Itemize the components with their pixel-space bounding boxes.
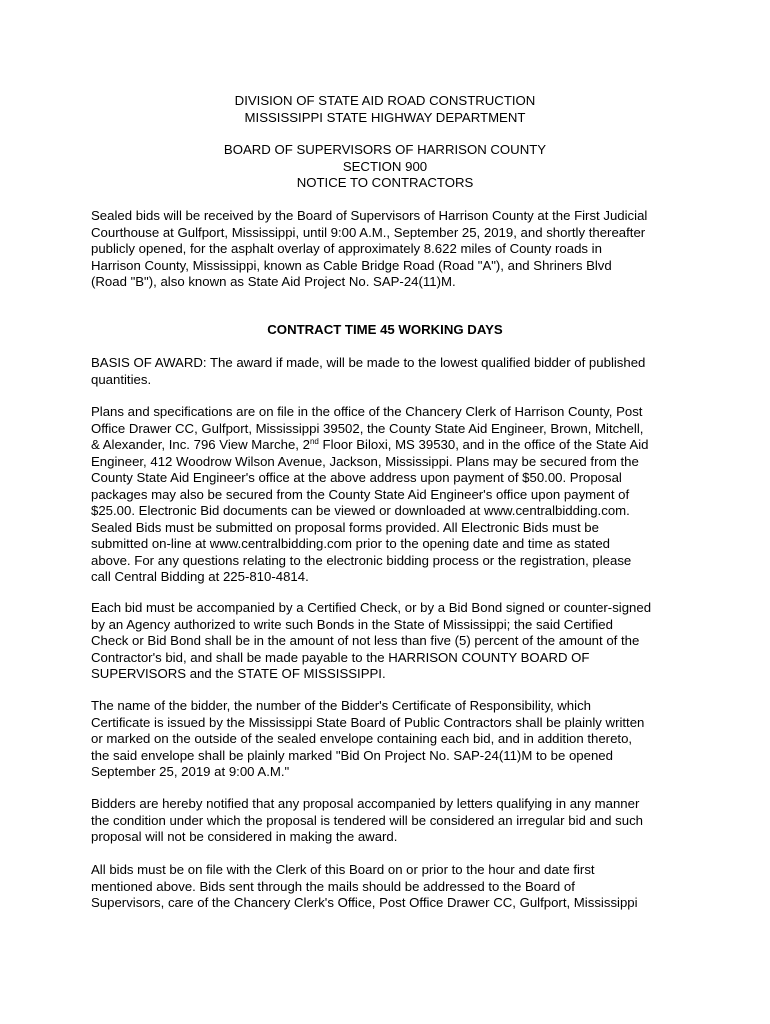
paragraph-line: mentioned above. Bids sent through the mails should be addressed to the Board of: [91, 878, 575, 894]
address-text: & Alexander, Inc. 796 View Marche, 2: [91, 437, 310, 452]
header-line-division: DIVISION OF STATE AID ROAD CONSTRUCTION: [234, 93, 536, 108]
paragraph-line: the said envelope shall be plainly marked "Bid On Project No. SAP-24(11)M to be opened: [91, 747, 613, 763]
paragraph-line: call Central Bidding at 225-810-4814.: [91, 569, 309, 584]
paragraph-line: Courthouse at Gulfport, Mississippi, until 9:00 A.M., September 25, 2019, and shortly thereafter: [91, 224, 646, 240]
paragraph-bid-bond: [91, 600, 691, 683]
paragraph-line: packages may also be secured from the County State Aid Engineer's office upon payment of: [91, 486, 630, 502]
paragraph-basis-of-award: [91, 355, 691, 388]
paragraph-line: BASIS OF AWARD: The award if made, will be made to the lowest qualified bidder of published: [91, 355, 646, 370]
paragraph-line: Harrison County, Mississippi, known as Cable Bridge Road (Road "A"), and Shriners Blvd: [91, 257, 612, 273]
paragraph-plans-specifications: [91, 404, 691, 586]
paragraph-line: (Road "B"), also known as State Aid Project No. SAP-24(11)M.: [91, 274, 456, 289]
ordinal-suffix: nd: [309, 437, 319, 446]
paragraph-line: County State Aid Engineer's office at the above address upon payment of $50.00. Proposal: [91, 470, 622, 485]
header-line-section: SECTION 900: [342, 158, 428, 174]
paragraph-irregular-bid: [91, 796, 691, 846]
header-line-notice: NOTICE TO CONTRACTORS: [296, 175, 474, 190]
paragraph-line: Supervisors, care of the Chancery Clerk's Office, Post Office Drawer CC, Gulfport, Mississippi: [91, 895, 638, 910]
paragraph-filing-deadline: [91, 862, 691, 912]
paragraph-line: All bids must be on file with the Clerk of this Board on or prior to the hour and date first: [91, 862, 595, 877]
agency-header: [0, 93, 770, 126]
contract-time-heading: CONTRACT TIME 45 WORKING DAYS: [267, 322, 503, 337]
paragraph-line: Engineer, 412 Woodrow Wilson Avenue, Jackson, Mississippi. Plans may be secured from the: [91, 453, 639, 469]
paragraph-line: submitted on-line at www.centralbidding.com prior to the opening date and time as stated: [91, 536, 611, 551]
paragraph-line: above. For any questions relating to the electronic bidding process or the registration, please: [91, 552, 632, 568]
paragraph-sealed-bids: [91, 208, 691, 291]
paragraph-line: Check or Bid Bond shall be in the amount of not less than five (5) percent of the amount of the: [91, 633, 640, 648]
paragraph-line: [91, 437, 691, 454]
header-line-department: MISSISSIPPI STATE HIGHWAY DEPARTMENT: [244, 109, 526, 125]
paragraph-line: the condition under which the proposal is tendered will be considered an irregular bid and such: [91, 812, 644, 828]
paragraph-line: SUPERVISORS and the STATE OF MISSISSIPPI.: [91, 666, 386, 681]
paragraph-line: quantities.: [91, 371, 152, 387]
paragraph-line: proposal will not be considered in making the award.: [91, 829, 398, 844]
paragraph-line: Sealed bids will be received by the Board of Supervisors of Harrison County at the First Judicial: [91, 208, 648, 223]
notice-header: [0, 142, 770, 192]
paragraph-line: The name of the bidder, the number of the Bidder's Certificate of Responsibility, which: [91, 698, 591, 713]
paragraph-line: publicly opened, for the asphalt overlay of approximately 8.622 miles of County roads in: [91, 241, 602, 256]
paragraph-line: September 25, 2019 at 9:00 A.M.": [91, 764, 290, 779]
paragraph-line: Plans and specifications are on file in the office of the Chancery Clerk of Harrison County, Post: [91, 404, 643, 419]
address-text-continued: Floor Biloxi, MS 39530, and in the office of the State Aid: [318, 437, 649, 452]
header-line-board: BOARD OF SUPERVISORS OF HARRISON COUNTY: [223, 142, 547, 157]
paragraph-line: Each bid must be accompanied by a Certified Check, or by a Bid Bond signed or counter-signed: [91, 600, 652, 615]
paragraph-envelope-marking: [91, 698, 691, 781]
paragraph-line: Bidders are hereby notified that any proposal accompanied by letters qualifying in any manner: [91, 796, 640, 811]
paragraph-line: Contractor's bid, and shall be made payable to the HARRISON COUNTY BOARD OF: [91, 649, 590, 665]
paragraph-line: Sealed Bids must be submitted on proposal forms provided. All Electronic Bids must be: [91, 519, 599, 535]
paragraph-line: by an Agency authorized to write such Bonds in the State of Mississippi; the said Certified: [91, 616, 613, 632]
paragraph-line: $25.00. Electronic Bid documents can be viewed or downloaded at www.centralbidding.com.: [91, 503, 630, 518]
paragraph-line: or marked on the outside of the sealed envelope containing each bid, and in addition thereto,: [91, 731, 633, 746]
paragraph-line: Certificate is issued by the Mississippi State Board of Public Contractors shall be plainly written: [91, 714, 645, 730]
paragraph-line: Office Drawer CC, Gulfport, Mississippi 39502, the County State Aid Engineer, Brown, Mitchell,: [91, 420, 644, 436]
